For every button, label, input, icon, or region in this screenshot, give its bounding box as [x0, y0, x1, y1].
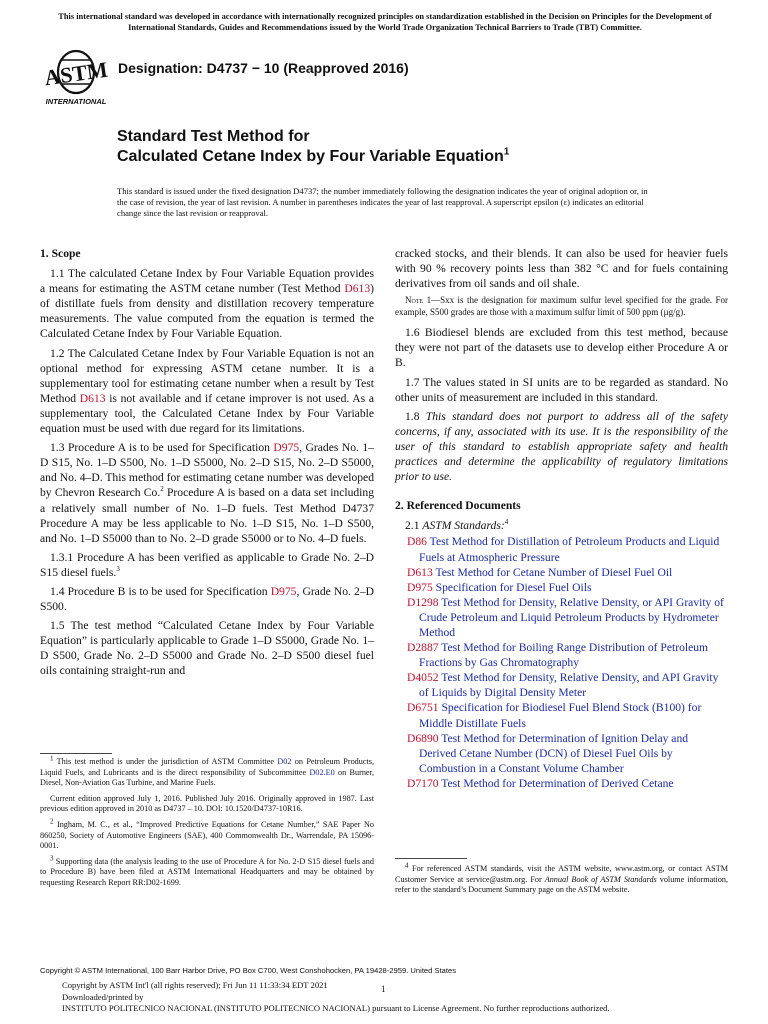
ref-item[interactable]: D4052 Test Method for Density, Relative Density, and API Gravity of Liquids by Digital Density Meter: [407, 671, 719, 700]
footnote-ref-3[interactable]: 3: [116, 565, 120, 574]
ref-item[interactable]: D86 Test Method for Distillation of Petroleum Products and Liquid Fuels at Atmospheric Pressure: [407, 535, 720, 564]
designation: Designation: D4737 − 10 (Reapproved 2016): [118, 60, 409, 76]
left-column: [40, 246, 374, 683]
link-subcommittee-d02e0[interactable]: D02.E0: [309, 767, 335, 777]
link-d613[interactable]: D613: [344, 282, 371, 296]
footnotes-left: [40, 754, 374, 894]
title-text: Calculated Cetane Index by Four Variable Equation: [117, 148, 504, 165]
ref-item[interactable]: D6751 Specification for Biodiesel Fuel Blend Stock (B100) for Middle Distillate Fuels: [407, 701, 702, 730]
tbt-notice: This international standard was developed in accordance with internationally recognized principles on standardization established in the Decision on Principles for the Development of International Standards, Guides and Recommendations issued by the World Trade Organization Technical Barriers to Trade (TBT) Committee.: [58, 12, 712, 32]
link-d975[interactable]: D975: [270, 584, 297, 598]
para-1-5: 1.5 The test method “Calculated Cetane Index by Four Variable Equation” is particularly applicable to Grade 1–D S5000, Grade No. 1–D S500, Grade No. 2–D S5000 and Grade No. 2–D S500 diesel fuel oils containing straight-run and: [40, 619, 374, 678]
title-line-2: [117, 148, 509, 166]
footnote-4: $^4$ For referenced ASTM standards, visit the ASTM website, www.astm.org, or contact ASTM Customer Service at service@astm.org. For Annual Book of ASTM Standards volume information, refer to the standard’s Document Summary page on the ASTM website.: [395, 861, 728, 895]
para-1-2: 1.2 The Calculated Cetane Index by Four Variable Equation is not an optional method for expressing ASTM cetane number. It is a supplementary tool for estimating cetane number when a result by Test Method D613 is not available and if cetane improver is not used. As a supplementary tool, the Calculated Cetane Index by Four Variable equation must be used with due regard for its limitations.: [40, 346, 374, 436]
copyright-line: Copyright © ASTM International, 100 Barr Harbor Drive, PO Box C700, West Conshohocken, PA 19428-2959. United States: [40, 966, 457, 975]
page-number: 1: [381, 984, 386, 994]
title-footnote-ref[interactable]: 1: [503, 146, 510, 158]
astm-logo: [38, 48, 114, 108]
footnote-ref-4[interactable]: 4: [504, 518, 509, 527]
para-1-1: 1.1 The calculated Cetane Index by Four Variable Equation provides a means for estimating the ASTM cetane number (Test Method D613) of distillate fuels from density and distillation recovery temperature measurements. The value computed from the equation is termed the Calculated Cetane Index by Four Variable Equation.: [40, 267, 374, 341]
ref-item[interactable]: D975 Specification for Diesel Fuel Oils: [407, 580, 592, 594]
right-column: [395, 246, 728, 791]
referenced-standards-list: [395, 534, 728, 791]
section-2-heading: 2. Referenced Documents: [395, 499, 521, 513]
link-d613[interactable]: D613: [79, 391, 106, 405]
fixed-designation-note: This standard is issued under the fixed designation D4737; the number immediately following the designation indicates the year of original adoption or, in the case of revision, the year of last revision. A number in parentheses indicates the year of last reapproval. A superscript epsilon (ε) indicates an editorial change since the last revision or reapproval.: [117, 186, 648, 219]
note-label: Note 1: [405, 295, 432, 306]
para-1-5-continued: cracked stocks, and their blends. It can also be used for heavier fuels with 90 % recovery points less than 382 °C and for fuels containing derivatives from oil sands and oil shale.: [395, 247, 728, 291]
ref-item[interactable]: D2887 Test Method for Boiling Range Distribution of Petroleum Fractions by Gas Chromatography: [407, 641, 709, 670]
download-stamp: [62, 980, 610, 1015]
para-1-6: 1.6 Biodiesel blends are excluded from this test method, because they were not part of the datasets use to develop either Procedure A or B.: [395, 326, 728, 370]
download-stamp-line-1: Copyright by ASTM Int'l (all rights reserved); Fri Jun 11 11:33:34 EDT 2021: [62, 980, 328, 990]
footnotes-right: [395, 861, 728, 901]
ref-item[interactable]: D7170 Test Method for Determination of Derived Cetane: [407, 776, 674, 790]
ref-item[interactable]: D1298 Test Method for Density, Relative Density, or API Gravity of Crude Petroleum and Liquid Petroleum Products by Hydrometer Method: [407, 595, 724, 639]
logo-caption: INTERNATIONAL: [45, 97, 107, 106]
download-stamp-line-2: Downloaded/printed by: [62, 991, 144, 1002]
download-stamp-line-3: INSTITUTO POLITECNICO NACIONAL (INSTITUTO POLITECNICO NACIONAL) pursuant to License Agreement. No further reproductions authorized.: [62, 1003, 610, 1013]
para-1-7: 1.7 The values stated in SI units are to be regarded as standard. No other units of measurement are included in this standard.: [395, 375, 728, 404]
link-d975[interactable]: D975: [273, 441, 300, 455]
para-1-4: 1.4 Procedure B is to be used for Specification D975, Grade No. 2–D S500.: [40, 584, 374, 614]
edition-note: Current edition approved July 1, 2016. Published July 2016. Originally approved in 1987. Last previous edition approved in 2010 as D4737 – 10. DOI: 10.1520/D4737-10R16.: [40, 793, 374, 814]
footnote-2: $^2$ Ingham, M. C., et al., “Improved Predictive Equations for Cetane Number,” SAE Paper No 860250, Society of Automotive Engineers (SAE), 400 Commonwealth Dr., Warrendale, PA 15096-0001.: [40, 817, 374, 851]
para-1-3: 1.3 Procedure A is to be used for Specification D975, Grades No. 1–D S15, No. 1–D S500, No. 1–D S5000, No. 2–D S15, No. 2–D S5000, and No. 4–D. This method for estimating cetane number was developed by Chevron Research Co.$^2$ Procedure A is based on a data set including a relatively small number of No. 1–D fuels. Test Method D4737 Procedure A may be less applicable to No. 1–D S15, No. 1–D S500, and No. 1–D S5000 than to No. 2–D grade S5000 or to No. 4–D fuels.: [40, 441, 374, 545]
footnote-1: $^1$ This test method is under the jurisdiction of ASTM Committee D02 on Petroleum Products, Liquid Fuels, and Lubricants and is the direct responsibility of Subcommittee D02.E0 on Burner, Diesel, Non-Aviation Gas Turbine, and Marine Fuels.: [40, 754, 374, 788]
para-1-8: 1.8 This standard does not purport to address all of the safety concerns, if any, associated with its use. It is the responsibility of the user of this standard to establish appropriate safety and health practices and determine the applicability of regulatory limitations prior to use.: [395, 409, 728, 484]
footnote-3: $^3$ Supporting data (the analysis leading to the use of Procedure A for No. 2-D S15 diesel fuels and to Procedure B) have been filed at ASTM International Headquarters and may be obtained by requesting Research Report RR:D02-1699.: [40, 854, 374, 887]
footnote-divider: [395, 858, 467, 859]
title-line-1: Standard Test Method for: [117, 128, 310, 145]
footnote-ref-2[interactable]: 2: [160, 485, 164, 494]
para-2-1: 2.1 ASTM Standards:$^4$: [405, 518, 509, 533]
para-1-3-1: 1.3.1 Procedure A has been verified as applicable to Grade No. 2–D S15 diesel fuels.$^3$: [40, 550, 374, 579]
section-1-heading: 1. Scope: [40, 247, 81, 260]
ref-item[interactable]: D6890 Test Method for Determination of Ignition Delay and Derived Cetane Number (DCN) of Diesel Fuel Oils by Combustion in a Constant Volume Chamber: [407, 731, 689, 775]
svg-text:ASTM: ASTM: [42, 56, 110, 91]
note-1: Note 1—Sxx is the designation for maximum sulfur level specified for the grade. For example, S500 grades are those with a maximum sulfur limit of 500 ppm (µg/g).: [395, 295, 729, 317]
ref-item[interactable]: D613 Test Method for Cetane Number of Diesel Fuel Oil: [407, 565, 673, 579]
link-committee-d02[interactable]: D02: [277, 757, 292, 766]
